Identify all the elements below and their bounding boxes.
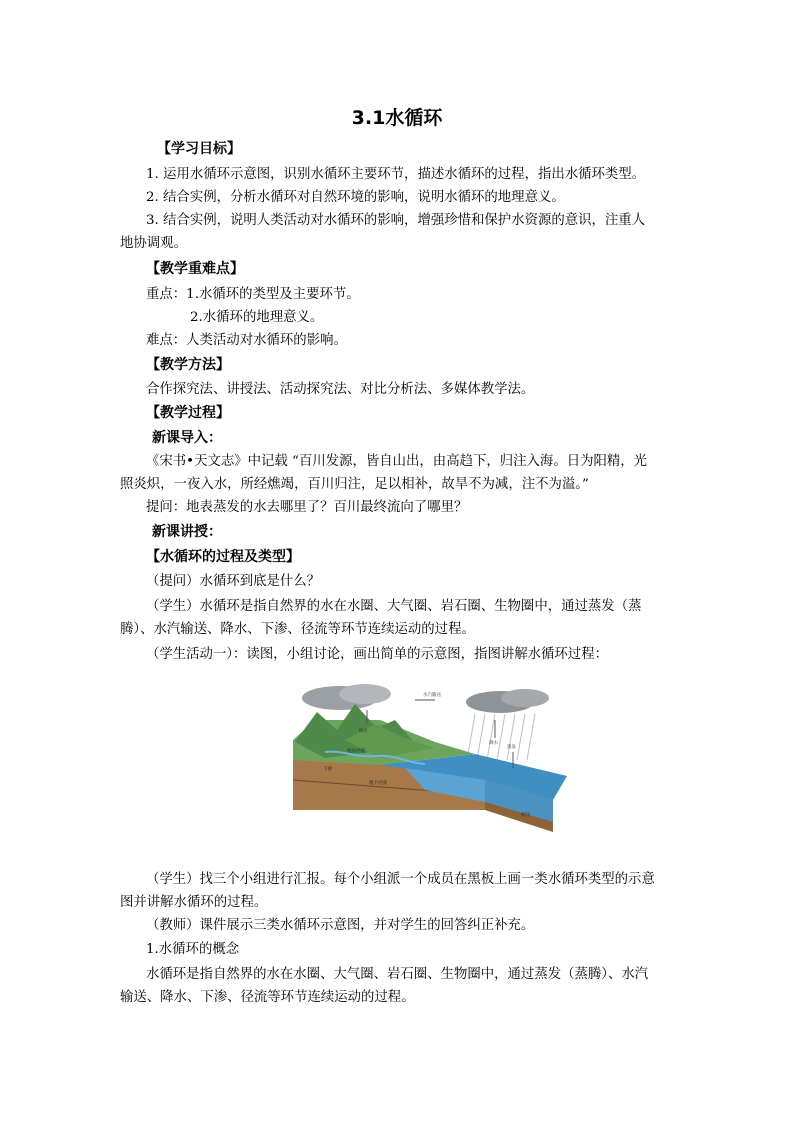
answer-1-line-2: 腾）、水汽输送、降水、下渗、径流等环节连续运动的过程。 xyxy=(120,622,475,637)
goal-item-3-cont: 地协调观。 xyxy=(120,236,187,251)
goal-item-1: 1. 运用水循环示意图，识别水循环主要环节，描述水循环的过程，指出水循环类型。 xyxy=(146,167,646,182)
intro-question: 提问：地表蒸发的水去哪里了？百川最终流向了哪里？ xyxy=(146,500,468,515)
label-precip-sea: 降水 xyxy=(489,741,498,746)
label-sea: 海洋 xyxy=(521,813,530,818)
teacher-line: （教师）课件展示三类水循环示意图，并对学生的回答纠正补充。 xyxy=(146,918,535,933)
concept-line-2: 输送、降水、下渗、径流等环节连续运动的过程。 xyxy=(120,990,415,1005)
report-line-1: （学生）找三个小组进行汇报。每个小组派一个成员在黑板上画一类水循环类型的示意 xyxy=(146,872,655,887)
quote-line-2: 照炎炽，一夜入水，所经燋竭，百川归注，足以相补，故旱不为减，注不为溢。” xyxy=(120,477,589,492)
key-point-2: 2.水循环的地理意义。 xyxy=(190,310,324,325)
methods-heading: 【教学方法】 xyxy=(146,357,230,373)
goals-heading: 【学习目标】 xyxy=(157,141,241,157)
intro-heading: 新课导入： xyxy=(152,430,222,446)
lecture-heading: 新课讲授： xyxy=(152,524,222,540)
rain-icon xyxy=(467,714,535,760)
label-groundwater: 地下径流 xyxy=(369,781,387,786)
quote-line-1: 《宋书•天文志》中记载 “百川发源，皆自山出，由高趋下，归注入海。日为阳精，光 xyxy=(146,454,648,469)
report-line-2: 图并讲解水循环的过程。 xyxy=(120,895,268,910)
label-vapor: 水汽输送 xyxy=(423,693,441,698)
question-1: （提问）水循环到底是什么？ xyxy=(146,574,321,589)
concept-line-1: 水循环是指自然界的水在水圈、大气圈、岩石圈、生物圈中，通过蒸发（蒸腾）、水汽 xyxy=(146,967,649,982)
page-title: 3.1水循环 xyxy=(351,107,443,129)
label-evap: 蒸发 xyxy=(507,745,516,750)
methods-text: 合作探究法、讲授法、活动探究法、对比分析法、多媒体教学法。 xyxy=(146,382,535,397)
label-infiltration: 下渗 xyxy=(323,767,332,772)
answer-1-line-1: （学生）水循环是指自然界的水在水圈、大气圈、岩石圈、生物圈中，通过蒸发（蒸 xyxy=(146,599,642,614)
water-cycle-diagram xyxy=(285,680,575,840)
key-points-heading: 【教学重难点】 xyxy=(146,261,244,277)
activity-1: （学生活动一）：读图，小组讨论，画出简单的示意图，指图讲解水循环过程： xyxy=(146,647,608,662)
key-point-1: 重点：1.水循环的类型及主要环节。 xyxy=(146,287,360,302)
concept-heading: 1.水循环的概念 xyxy=(146,942,240,957)
goal-item-2: 2. 结合实例，分析水循环对自然环境的影响，说明水循环的地理意义。 xyxy=(146,190,565,205)
goal-item-3: 3. 结合实例，说明人类活动对水循环的影响，增强珍惜和保护水资源的意识，注重人 xyxy=(146,213,646,228)
difficult-point: 难点：人类活动对水循环的影响。 xyxy=(146,333,347,348)
process-heading: 【教学过程】 xyxy=(146,405,230,421)
section-heading: 【水循环的过程及类型】 xyxy=(146,549,300,565)
label-runoff: 地表径流 xyxy=(347,749,365,754)
label-precip-land: 降水 xyxy=(359,729,368,734)
